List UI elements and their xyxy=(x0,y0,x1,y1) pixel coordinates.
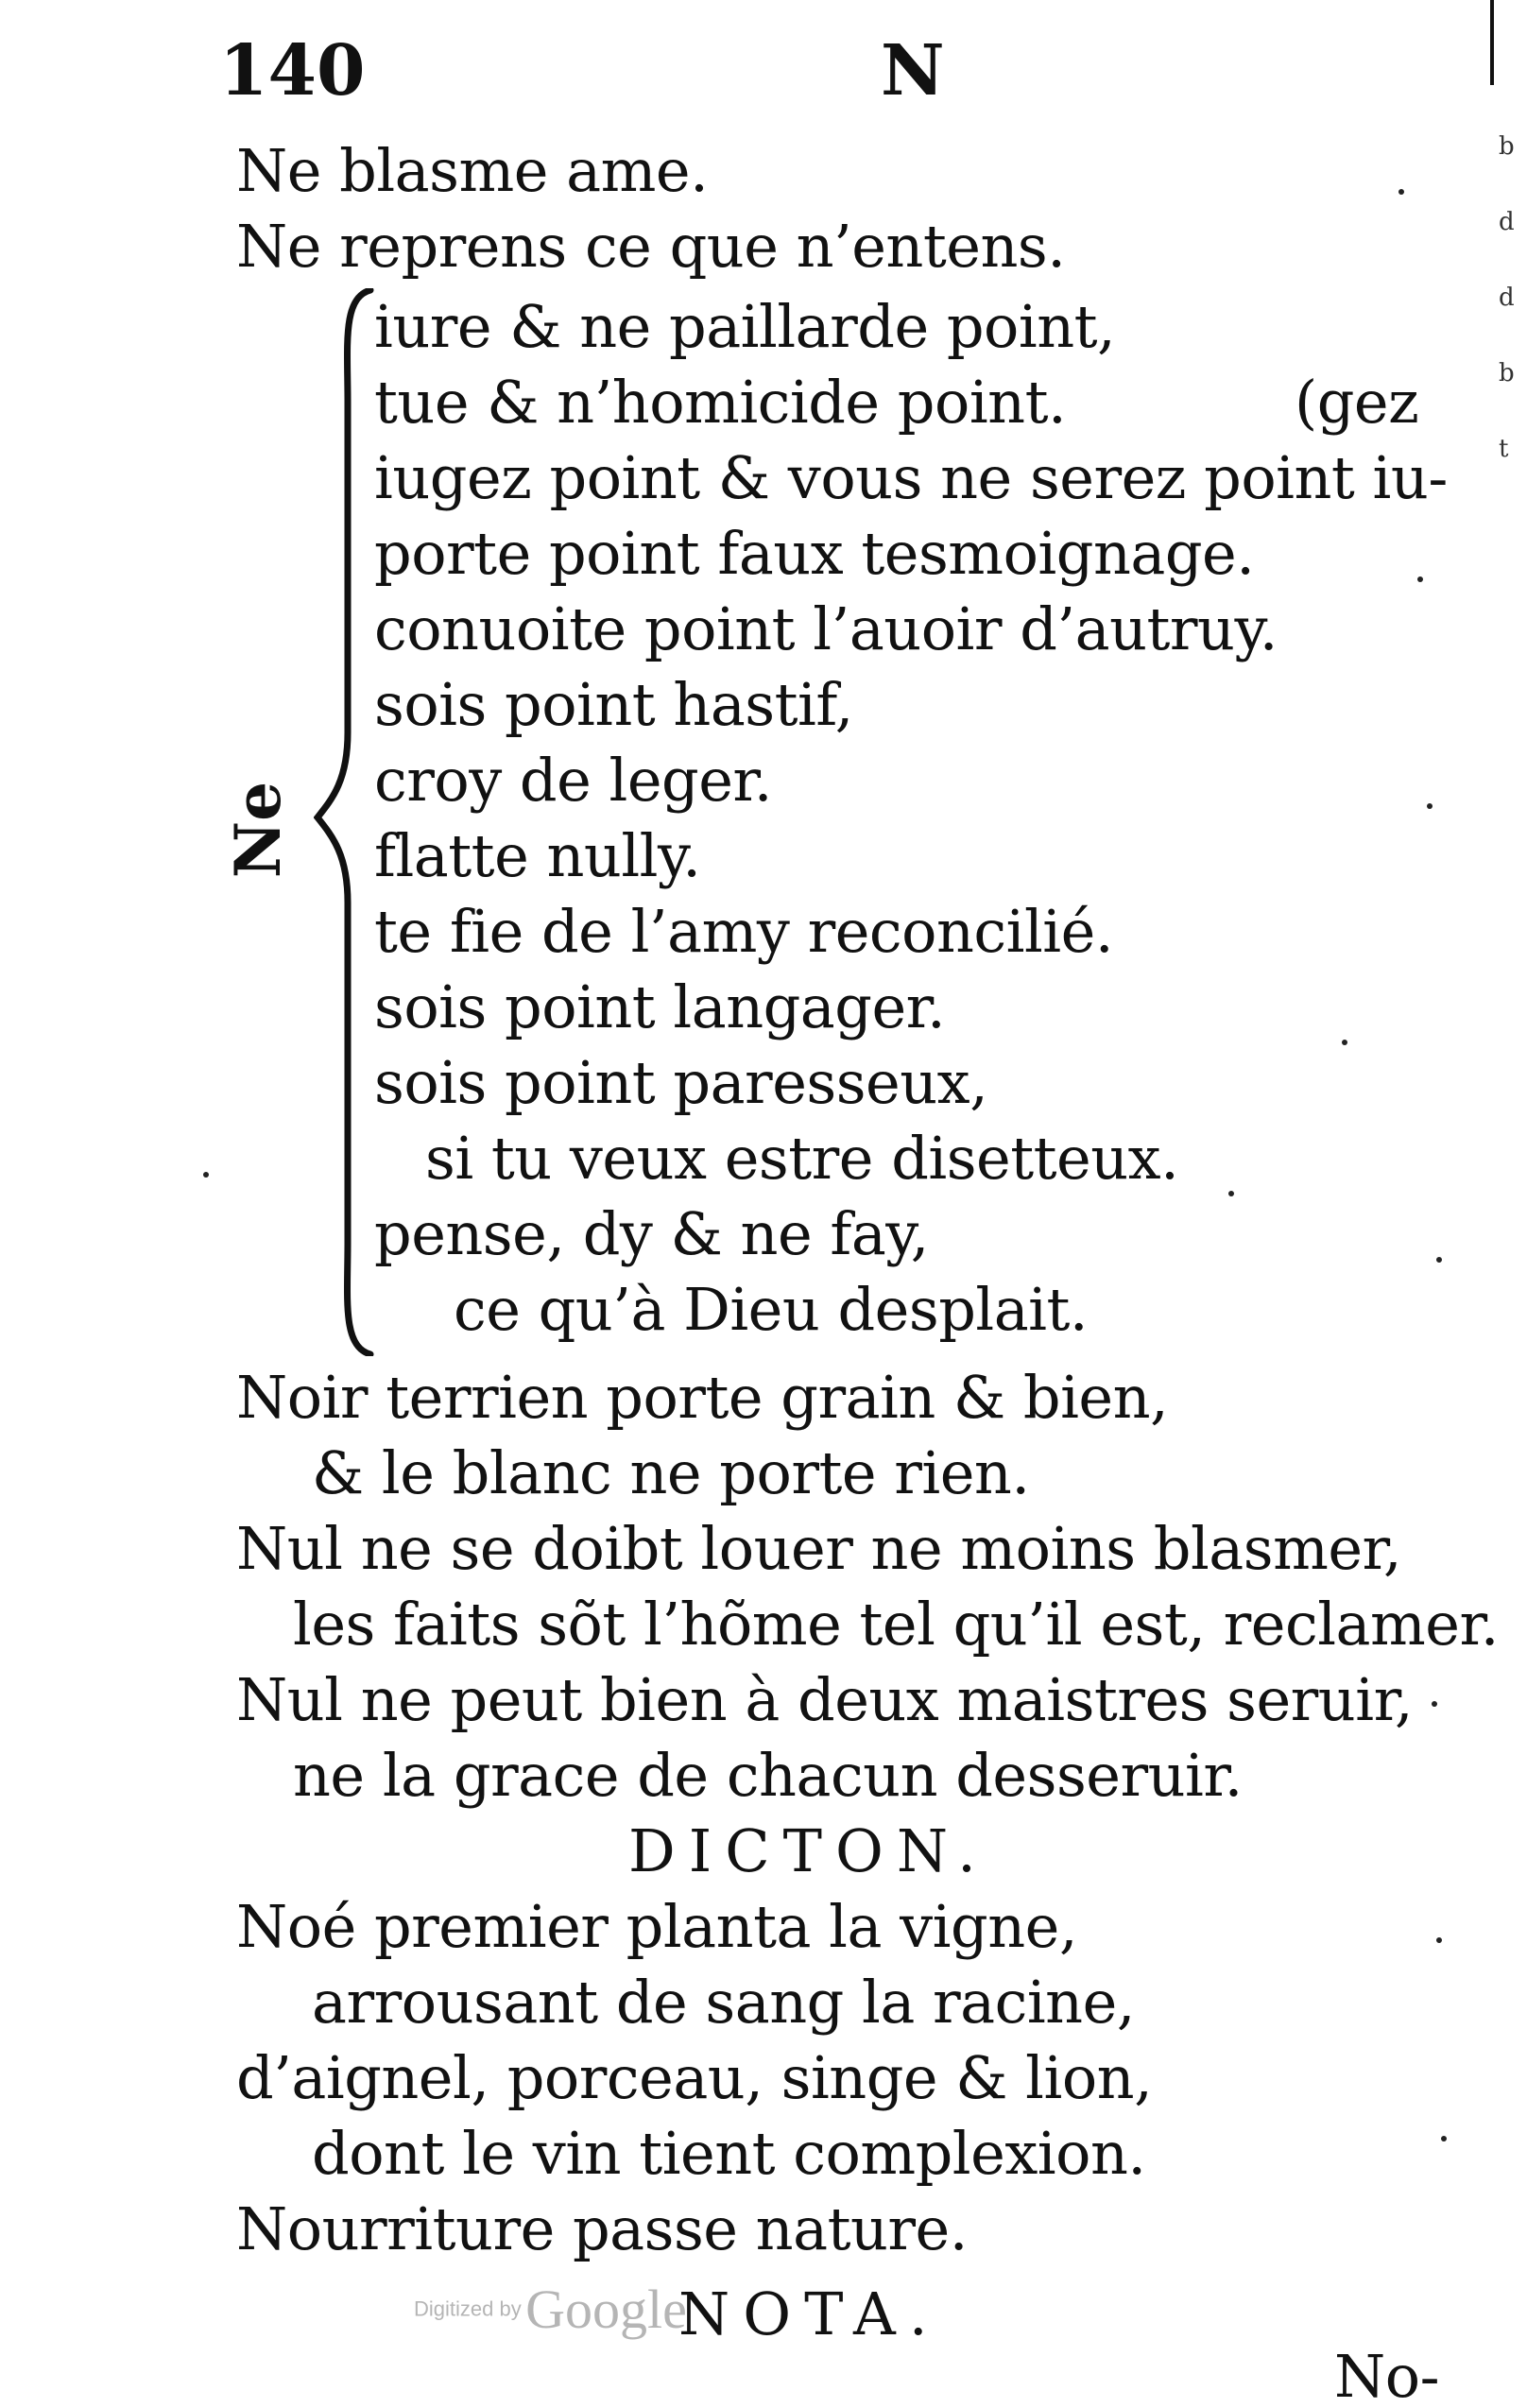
page-edge-line xyxy=(1490,0,1494,85)
facing-page-bleed: d xyxy=(1499,284,1515,312)
braced-line: ce qu’à Dieu desplait. xyxy=(454,1275,1089,1344)
section-heading-dicton: DICTON. xyxy=(628,1816,989,1885)
ink-speck xyxy=(1342,1040,1347,1045)
ink-speck xyxy=(1228,1191,1234,1196)
catchword: No- xyxy=(1334,2342,1440,2408)
text-line: Noir terrien porte grain & bien, xyxy=(236,1363,1169,1432)
facing-page-bleed: d xyxy=(1499,208,1515,236)
text-line: dont le vin tient complexion. xyxy=(312,2119,1146,2188)
text-line: ne la grace de chacun desseruir. xyxy=(293,1741,1243,1810)
braced-line: iure & ne paillarde point, xyxy=(374,292,1116,361)
text-line: d’aignel, porceau, singe & lion, xyxy=(236,2043,1153,2112)
text-line: Ne blasme ame. xyxy=(236,136,709,205)
braced-line: sois point paresseux, xyxy=(374,1048,988,1117)
text-line: & le blanc ne porte rien. xyxy=(312,1438,1030,1507)
braced-line: pense, dy & ne fay, xyxy=(374,1199,929,1268)
braced-line: conuoite point l’auoir d’autruy. xyxy=(374,594,1278,663)
braced-line: iugez point & vous ne serez point iu- xyxy=(374,443,1448,512)
facing-page-bleed: t xyxy=(1499,435,1509,463)
brace-bracket xyxy=(314,288,374,1356)
turnover-fragment: (gez xyxy=(1295,368,1419,437)
braced-line: si tu veux estre disetteux. xyxy=(425,1124,1179,1193)
text-line: arrousant de sang la racine, xyxy=(312,1968,1136,2037)
braced-line: flatte nully. xyxy=(374,821,701,890)
text-line: Nul ne se doibt louer ne moins blasmer, xyxy=(236,1514,1402,1583)
watermark-logo: Google xyxy=(525,2279,687,2340)
braced-line: porte point faux tesmoignage. xyxy=(374,519,1255,588)
ink-speck xyxy=(1436,1257,1442,1263)
digitized-watermark xyxy=(414,2278,687,2341)
facing-page-bleed: b xyxy=(1499,132,1515,161)
text-line: Nourriture passe nature. xyxy=(236,2194,968,2263)
ink-speck xyxy=(1427,803,1433,809)
ink-speck xyxy=(1436,1937,1442,1943)
ink-speck xyxy=(1441,2136,1447,2141)
page-number: 140 xyxy=(219,30,366,112)
braced-line: te fie de l’amy reconcilié. xyxy=(374,897,1114,966)
ink-speck xyxy=(1432,1701,1437,1707)
text-line: Ne reprens ce que n’entens. xyxy=(236,212,1066,281)
braced-line: tue & n’homicide point. xyxy=(374,368,1067,437)
text-line: Nul ne peut bien à deux maistres seruir, xyxy=(236,1665,1414,1734)
ink-speck xyxy=(203,1172,209,1178)
running-header-letter: N xyxy=(881,30,945,112)
section-heading-nota: NOTA. xyxy=(678,2279,941,2348)
facing-page-bleed: b xyxy=(1499,359,1515,387)
watermark-prefix: Digitized by xyxy=(414,2296,522,2321)
braced-line: sois point hastif, xyxy=(374,670,853,739)
braced-line: croy de leger. xyxy=(374,746,772,815)
margin-label: Ne xyxy=(221,781,296,879)
braced-line: sois point langager. xyxy=(374,972,946,1041)
text-line: les faits sõt l’hõme tel qu’il est, reclamer. xyxy=(293,1590,1500,1659)
text-line: Noé premier planta la vigne, xyxy=(236,1892,1078,1961)
ink-speck xyxy=(1417,576,1423,582)
ink-speck xyxy=(1398,189,1404,195)
